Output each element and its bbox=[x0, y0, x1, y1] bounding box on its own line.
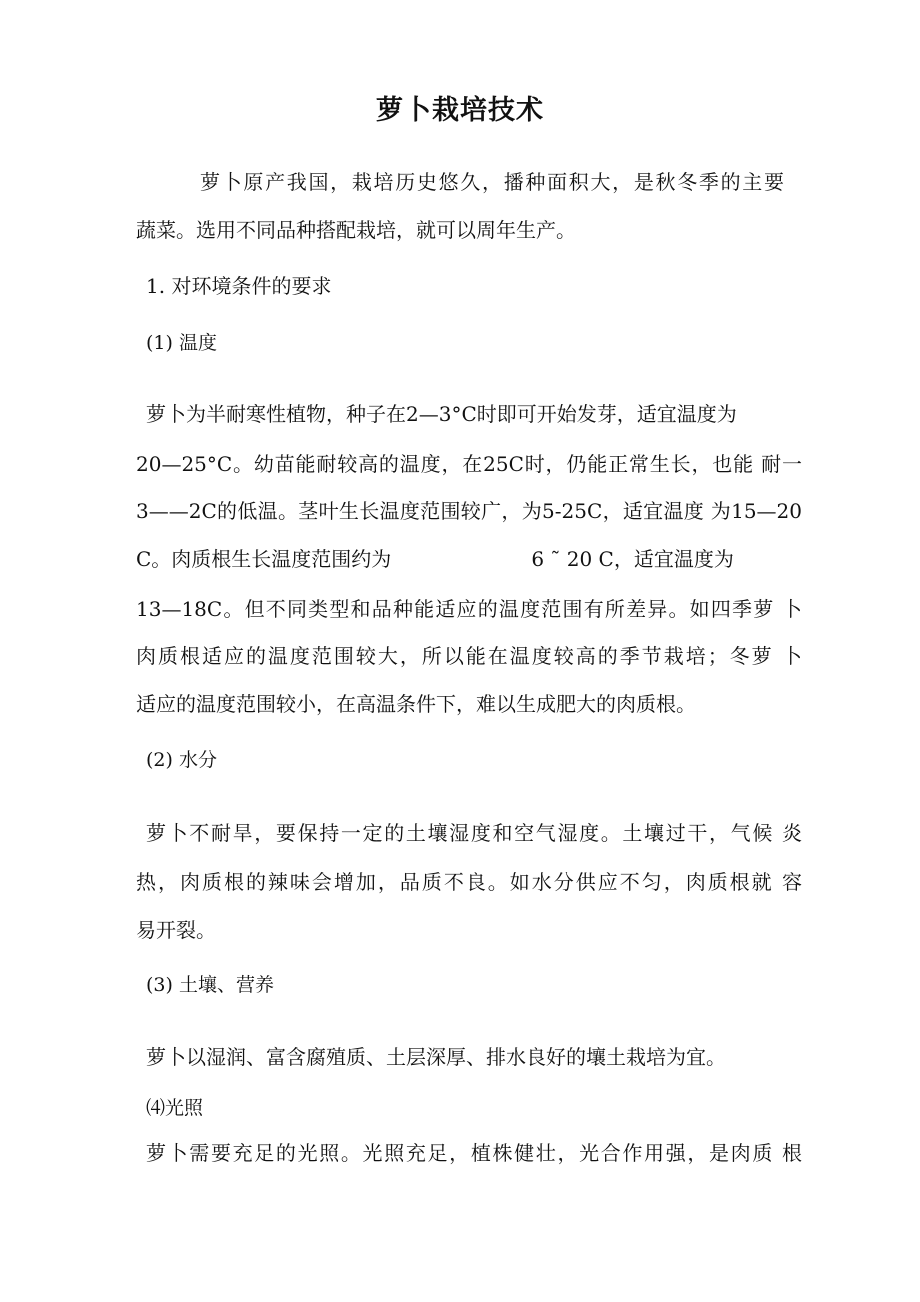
subsection-heading-light: ⑷光照 bbox=[146, 1097, 204, 1119]
temperature-line-4-part-1: C。肉质根生长温度范围约为 bbox=[136, 547, 392, 571]
light-line-1: 萝卜需要充足的光照。光照充足，植株健壮，光合作用强，是肉质 根 bbox=[146, 1141, 802, 1165]
water-line-1: 萝卜不耐旱，要保持一定的土壤湿度和空气湿度。土壤过干，气候 炎 bbox=[146, 821, 802, 845]
subsection-heading-water: (2) 水分 bbox=[146, 749, 217, 771]
intro-line-1: 萝卜原产我国，栽培历史悠久，播种面积大，是秋冬季的主要 bbox=[200, 170, 784, 194]
temperature-line-1: 萝卜为半耐寒性植物，种子在2—3°C时即可开始发芽，适宜温度为 bbox=[146, 402, 737, 426]
water-line-3: 易开裂。 bbox=[136, 918, 216, 942]
temperature-line-3: 3——2C的低温。茎叶生长温度范围较广，为5-25C，适宜温度 为15—20 bbox=[136, 499, 802, 523]
document-title: 萝卜栽培技术 bbox=[376, 95, 544, 126]
intro-line-2: 蔬菜。选用不同品种搭配栽培，就可以周年生产。 bbox=[136, 218, 576, 242]
section-heading: 1. 对环境条件的要求 bbox=[146, 274, 332, 298]
temperature-line-6: 肉质根适应的温度范围较大，所以能在温度较高的季节栽培；冬萝 卜 bbox=[136, 644, 802, 668]
subsection-heading-temperature: (1) 温度 bbox=[146, 332, 217, 354]
soil-line-1: 萝卜以湿润、富含腐殖质、土层深厚、排水良好的壤土栽培为宜。 bbox=[146, 1045, 726, 1069]
temperature-line-4 bbox=[136, 544, 802, 574]
temperature-line-4-part-2: 6 ˜ 20 C，适宜温度为 bbox=[531, 547, 734, 571]
subsection-heading-soil: (3) 土壤、营养 bbox=[146, 974, 274, 996]
temperature-line-2: 20—25°C。幼苗能耐较高的温度，在25C时，仍能正常生长，也能 耐一 bbox=[136, 452, 802, 476]
temperature-line-5: 13—18C。但不同类型和品种能适应的温度范围有所差异。如四季萝 卜 bbox=[136, 597, 802, 621]
temperature-line-7: 适应的温度范围较小，在高温条件下，难以生成肥大的肉质根。 bbox=[136, 692, 696, 716]
water-line-2: 热，肉质根的辣味会增加，品质不良。如水分供应不匀，肉质根就 容 bbox=[136, 870, 802, 894]
